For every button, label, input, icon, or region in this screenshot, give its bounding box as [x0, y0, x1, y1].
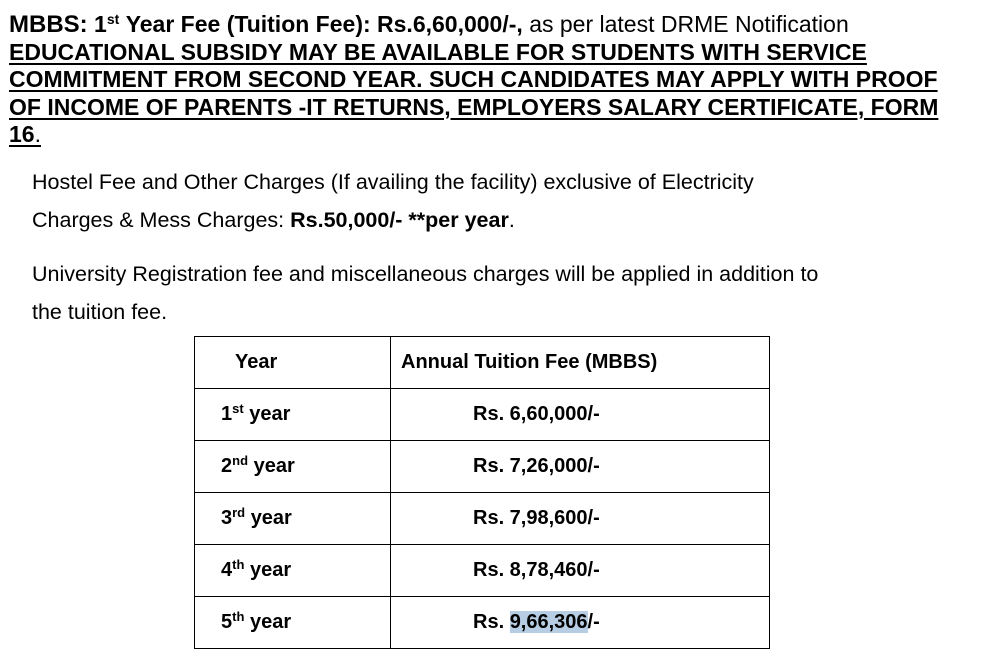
subsidy-line-1: EDUCATIONAL SUBSIDY MAY BE AVAILABLE FOR STUDENTS WITH SERVICE: [9, 38, 867, 65]
subsidy-end-period: .: [34, 121, 41, 147]
hostel-charges-label: Charges & Mess Charges:: [32, 208, 291, 232]
year-cell: [195, 441, 391, 493]
registration-paragraph: [32, 255, 962, 331]
year-cell: [195, 597, 391, 649]
table-row: [195, 493, 770, 545]
year-column-header: Year: [195, 337, 391, 389]
year-label: year: [249, 403, 291, 425]
fee-prefix: Rs.: [473, 611, 510, 633]
subsidy-line-3: OF INCOME OF PARENTS -IT RETURNS, EMPLOYERS SALARY CERTIFICATE, FORM: [9, 93, 939, 120]
subsidy-line-2: COMMITMENT FROM SECOND YEAR. SUCH CANDIDATES MAY APPLY WITH PROOF: [9, 66, 938, 92]
table-row: [195, 597, 770, 649]
fee-cell: Rs. 6,60,000/-: [391, 389, 770, 441]
drme-note: as per latest DRME Notification: [529, 11, 849, 37]
year-number: 5: [221, 611, 233, 633]
year-suffix: rd: [232, 505, 246, 520]
registration-line-1: University Registration fee and miscellaneous charges will be applied in addition to: [32, 262, 819, 286]
fee-cell: Rs. 8,78,460/-: [391, 545, 770, 597]
hostel-fee-amount: Rs.50,000/- **per year: [290, 208, 509, 232]
tuition-fee-label: Year Fee (Tuition Fee): Rs.6,60,000/-,: [125, 11, 523, 37]
tuition-fee-table: [194, 336, 770, 649]
first-year-number: 1: [94, 11, 107, 37]
year-number: 4: [221, 559, 233, 581]
fee-column-header: Annual Tuition Fee (MBBS): [391, 337, 770, 389]
hostel-fee-paragraph: [32, 163, 962, 239]
first-year-ordinal: [94, 11, 119, 37]
year-suffix: th: [232, 609, 245, 624]
first-year-suffix: st: [106, 11, 120, 27]
subsidy-line-4: [9, 121, 991, 149]
fee-heading: [9, 11, 991, 149]
table-row: [195, 545, 770, 597]
table-row: [195, 389, 770, 441]
year-number: 2: [221, 455, 233, 477]
year-label: year: [249, 559, 292, 581]
hostel-end-period: .: [508, 208, 515, 232]
year-number: 3: [221, 507, 233, 529]
year-label: year: [249, 611, 292, 633]
course-name: MBBS:: [9, 11, 88, 38]
year-cell: [195, 389, 391, 441]
year-number: 1: [221, 403, 233, 425]
year-cell: [195, 493, 391, 545]
hostel-line-2: [32, 201, 962, 239]
year-suffix: st: [232, 401, 244, 416]
fee-suffix: /-: [587, 611, 600, 633]
year-label: year: [253, 455, 295, 477]
fee-heading-line: [9, 11, 991, 39]
registration-line-2: the tuition fee.: [32, 300, 168, 324]
fee-cell: Rs. 7,98,600/-: [391, 493, 770, 545]
fee-cell: Rs. 7,26,000/-: [391, 441, 770, 493]
table-header-row: [195, 337, 770, 389]
year-suffix: th: [232, 557, 245, 572]
subsidy-notice: [9, 39, 991, 149]
fee-cell: [391, 597, 770, 649]
year-label: year: [250, 507, 292, 529]
hostel-line-1: Hostel Fee and Other Charges (If availing the facility) exclusive of Electricity: [32, 170, 754, 194]
table-row: [195, 441, 770, 493]
subsidy-form-number: 16: [9, 121, 35, 147]
year-cell: [195, 545, 391, 597]
selected-text-highlight[interactable]: 9,66,306: [509, 611, 588, 633]
year-suffix: nd: [232, 453, 249, 468]
